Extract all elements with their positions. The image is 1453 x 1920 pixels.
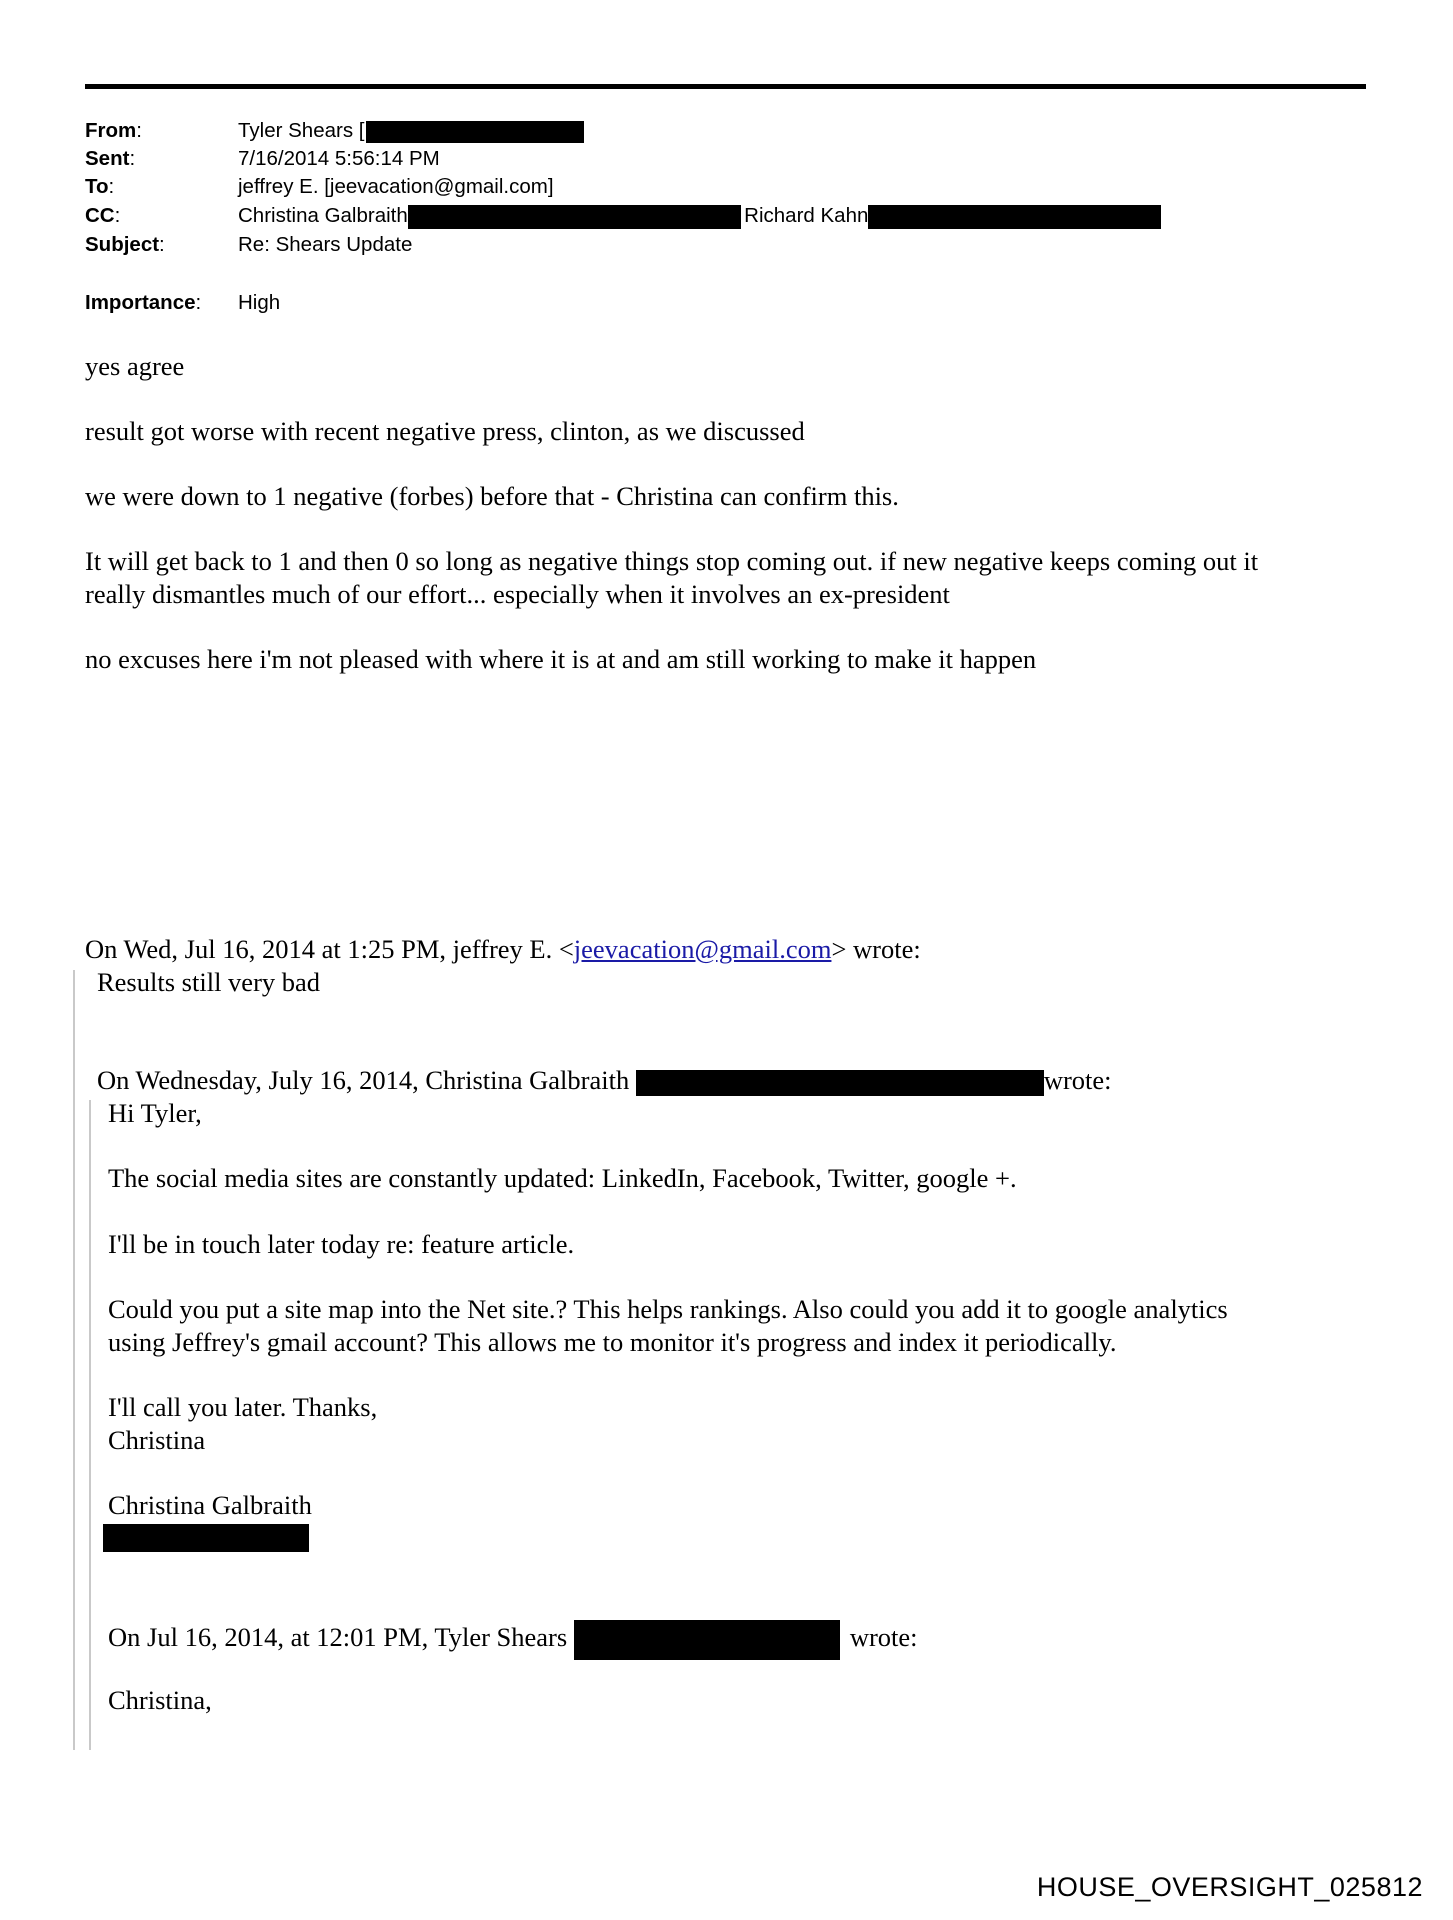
subject-label: Subject: [85,233,165,256]
cc-name-2: ; Richard Kahn [732,204,869,227]
body-paragraph: no excuses here i'm not pleased with where it is at and am still working to make it happen [85,644,1037,674]
cc-label: CC: [85,204,121,227]
body-paragraph: yes agree [85,351,185,381]
quoted-text: using Jeffrey's gmail account? This allows me to monitor it's progress and index it periodically. [108,1327,1117,1357]
redaction-box [366,121,584,143]
quoted-text: The social media sites are constantly updated: LinkedIn, Facebook, Twitter, google +. [108,1163,1017,1193]
subject-value: Re: Shears Update [238,233,413,256]
cc-name-1: Christina Galbraith [238,204,408,227]
quoted-text: I'll be in touch later today re: feature article. [108,1229,575,1259]
sent-value: 7/16/2014 5:56:14 PM [238,147,440,170]
importance-value: High [238,291,281,314]
signature-name: Christina Galbraith [108,1490,312,1520]
importance-row [85,291,280,315]
to-row [85,175,554,199]
to-label: To: [85,175,115,198]
quoted-text: Could you put a site map into the Net site.? This helps rankings. Also could you add it to google analytics [108,1294,1228,1324]
quote-bar [89,1100,91,1750]
quote-intro: On Jul 16, 2014, at 12:01 PM, Tyler Shears wrote: [108,1620,918,1660]
sent-label: Sent: [85,147,136,170]
subject-row [85,233,412,257]
from-value: Tyler Shears [ [238,119,365,142]
header-divider [85,84,1366,89]
from-label: From: [85,119,142,142]
quote-bar [73,970,75,1750]
redaction-box [408,205,741,229]
body-paragraph: It will get back to 1 and then 0 so long as negative things stop coming out. if new negative keeps coming out it [85,546,1259,576]
to-value: jeffrey E. [jeevacation@gmail.com] [238,175,554,198]
cc-row [85,204,1161,229]
quoted-text: Hi Tyler, [108,1098,202,1128]
body-paragraph: result got worse with recent negative press, clinton, as we discussed [85,416,805,446]
redaction-box [636,1070,1044,1096]
quoted-text: Christina [108,1425,206,1455]
quoted-text: Christina, [108,1685,212,1715]
importance-label: Importance: [85,291,202,314]
sent-row [85,147,440,171]
redaction-box [574,1620,840,1660]
quote-intro: On Wed, Jul 16, 2014 at 1:25 PM, jeffrey E. <jeevacation@gmail.com> wrote: [85,934,921,964]
quoted-text: I'll call you later. Thanks, [108,1392,378,1422]
quote-intro: On Wednesday, July 16, 2014, Christina Galbraith wrote: [97,1065,1112,1095]
redaction-box [868,205,1161,229]
redaction-box [103,1524,309,1552]
quoted-text: Results still very bad [97,967,321,997]
body-paragraph: we were down to 1 negative (forbes) before that - Christina can confirm this. [85,481,899,511]
body-paragraph: really dismantles much of our effort... especially when it involves an ex-president [85,579,950,609]
email-link[interactable]: jeevacation@gmail.com [573,934,832,964]
from-row [85,119,584,143]
bates-number: HOUSE_OVERSIGHT_025812 [1036,1872,1423,1902]
